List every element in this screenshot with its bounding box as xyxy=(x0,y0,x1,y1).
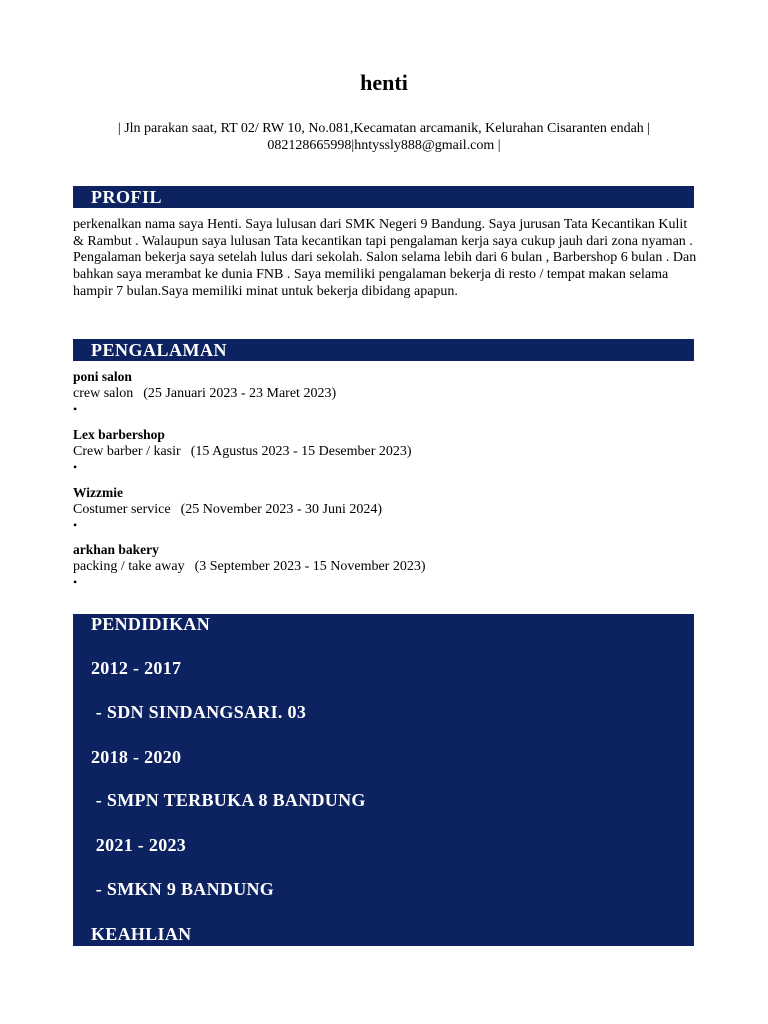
education-years: 2012 - 2017 xyxy=(91,658,182,678)
profil-text: perkenalkan nama saya Henti. Saya lulusan dari SMK Negeri 9 Bandung. Saya jurusan Tata Kecantikan Kulit & Rambut . Walaupun saya lulusan Tata kecantikan tapi pengalaman kerja saya cukup jauh dari zona nyaman . Pengalaman bekerja saya setelah lulus dari sekolah. Salon selama lebih dari 6 bulan , Barbershop 6 bulan . Dan bahkan saya merambat ke dunia FNB . Saya memiliki pengalaman bekerja di resto / tempat makan selama hampir 7 bulan.Saya memiliki minat untuk bekerja dibidang apapun. xyxy=(73,217,697,299)
experience-role xyxy=(73,386,693,403)
experience-item xyxy=(73,369,693,416)
contact-phone-email: 082128665998|hntyssly888@gmail.com | xyxy=(267,138,501,153)
education-school: - SMKN 9 BANDUNG xyxy=(91,879,275,899)
experience-dates: (25 November 2023 - 30 Juni 2024) xyxy=(180,501,383,517)
experience-role-title: packing / take away xyxy=(73,558,185,574)
experience-company: arkhan bakery xyxy=(73,542,159,557)
bullet: • xyxy=(73,402,78,416)
keahlian-heading: KEAHLIAN xyxy=(91,924,192,944)
resume-name: henti xyxy=(360,70,408,95)
education-years: 2021 - 2023 xyxy=(91,835,187,855)
contact-info xyxy=(74,120,694,154)
profil-heading: PROFIL xyxy=(73,186,694,208)
experience-role-title: Crew barber / kasir xyxy=(73,443,181,459)
experience-dates: (15 Agustus 2023 - 15 Desember 2023) xyxy=(190,443,412,459)
experience-item xyxy=(73,485,693,532)
experience-company: Wizzmie xyxy=(73,485,123,500)
experience-dates: (3 September 2023 - 15 November 2023) xyxy=(194,558,426,574)
experience-company: poni salon xyxy=(73,369,132,384)
pendidikan-heading: PENDIDIKAN xyxy=(91,614,211,634)
experience-company: Lex barbershop xyxy=(73,427,165,442)
bullet: • xyxy=(73,518,78,532)
education-school: - SMPN TERBUKA 8 BANDUNG xyxy=(91,790,366,810)
pendidikan-section xyxy=(73,614,694,946)
experience-role xyxy=(73,444,693,461)
experience-item xyxy=(73,542,693,589)
contact-address: | Jln parakan saat, RT 02/ RW 10, No.081,Kecamatan arcamanik, Kelurahan Cisaranten endah | xyxy=(117,121,651,136)
experience-role xyxy=(73,502,693,519)
bullet: • xyxy=(73,575,78,589)
experience-dates: (25 Januari 2023 - 23 Maret 2023) xyxy=(143,385,337,401)
experience-role-title: crew salon xyxy=(73,385,134,401)
bullet: • xyxy=(73,460,78,474)
experience-item xyxy=(73,427,693,474)
education-school: - SDN SINDANGSARI. 03 xyxy=(91,702,307,722)
experience-role-title: Costumer service xyxy=(73,501,171,517)
pengalaman-heading: PENGALAMAN xyxy=(73,339,694,361)
experience-role xyxy=(73,559,693,576)
education-years: 2018 - 2020 xyxy=(91,747,182,767)
